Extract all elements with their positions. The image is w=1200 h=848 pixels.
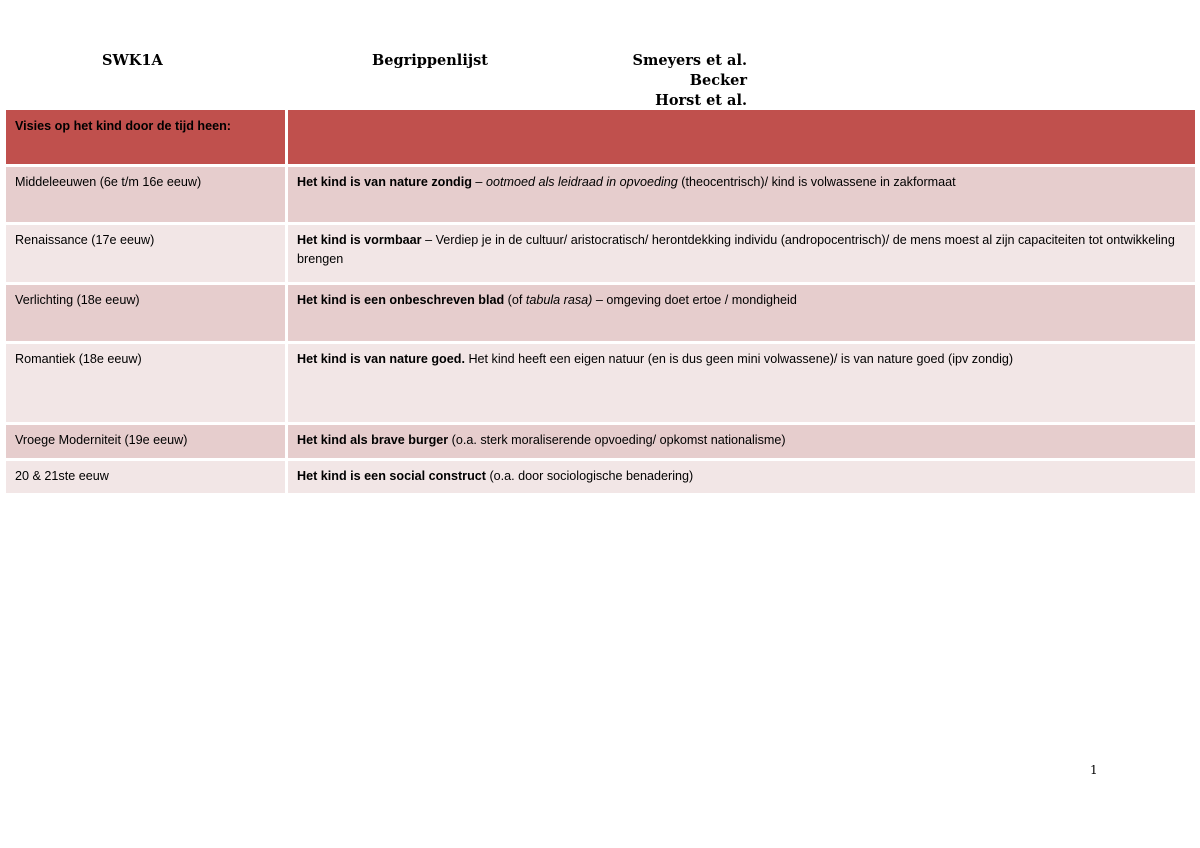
period-cell: Romantiek (18e eeuw) bbox=[6, 344, 288, 425]
description-text: Het kind heeft een eigen natuur (en is dus geen mini volwassene)/ is van nature goed (ipv zondig) bbox=[464, 352, 1014, 366]
key-statement: Het kind is een onbeschreven blad bbox=[297, 293, 505, 307]
period-cell: Middeleeuwen (6e t/m 16e eeuw) bbox=[6, 167, 288, 225]
description-cell bbox=[288, 167, 1195, 225]
table-row bbox=[6, 285, 1195, 344]
description-cell bbox=[288, 461, 1195, 496]
author-1: Smeyers et al. bbox=[632, 52, 747, 69]
description-text: – Verdiep je in de cultuur/ aristocratisch/ herontdekking individu (andropocentrisch)/ de mens moest al zijn capaciteiten tot ontwikkeling brengen bbox=[297, 233, 1175, 266]
description-text-2: (theocentrisch)/ kind is volwassene in zakformaat bbox=[677, 175, 956, 189]
description-cell bbox=[288, 285, 1195, 344]
author-2: Becker bbox=[689, 72, 747, 89]
period-cell: Vroege Moderniteit (19e eeuw) bbox=[6, 425, 288, 461]
author-3: Horst et al. bbox=[655, 92, 747, 109]
table-row bbox=[6, 344, 1195, 425]
page-number: 1 bbox=[1090, 763, 1098, 777]
key-statement: Het kind is vormbaar bbox=[297, 233, 422, 247]
table-row bbox=[6, 225, 1195, 285]
description-cell bbox=[288, 425, 1195, 461]
table-heading-row bbox=[6, 110, 1195, 167]
author-list bbox=[560, 51, 747, 111]
key-statement: Het kind is een social construct bbox=[297, 469, 486, 483]
description-text-2: – omgeving doet ertoe / mondigheid bbox=[592, 293, 797, 307]
table-row bbox=[6, 425, 1195, 461]
description-cell bbox=[288, 225, 1195, 285]
description-italic: ootmoed als leidraad in opvoeding bbox=[485, 175, 678, 189]
table-row bbox=[6, 167, 1195, 225]
key-statement: Het kind is van nature goed. bbox=[297, 352, 465, 366]
key-statement: Het kind als brave burger bbox=[297, 433, 449, 447]
course-code: SWK1A bbox=[102, 52, 163, 69]
period-cell: Verlichting (18e eeuw) bbox=[6, 285, 288, 344]
period-cell: Renaissance (17e eeuw) bbox=[6, 225, 288, 285]
table-heading: Visies op het kind door de tijd heen: bbox=[6, 110, 288, 167]
key-statement: Het kind is van nature zondig bbox=[297, 175, 472, 189]
document-title: Begrippenlijst bbox=[372, 52, 488, 69]
concept-table bbox=[6, 110, 1195, 496]
description-text: (of bbox=[504, 293, 526, 307]
description-text: (o.a. sterk moraliserende opvoeding/ opkomst nationalisme) bbox=[448, 433, 786, 447]
period-cell: 20 & 21ste eeuw bbox=[6, 461, 288, 496]
description-italic: tabula rasa) bbox=[525, 293, 593, 307]
description-cell bbox=[288, 344, 1195, 425]
description-text: (o.a. door sociologische benadering) bbox=[485, 469, 694, 483]
table-row bbox=[6, 461, 1195, 496]
table-heading-empty bbox=[288, 110, 1195, 167]
description-text: – bbox=[471, 175, 486, 189]
